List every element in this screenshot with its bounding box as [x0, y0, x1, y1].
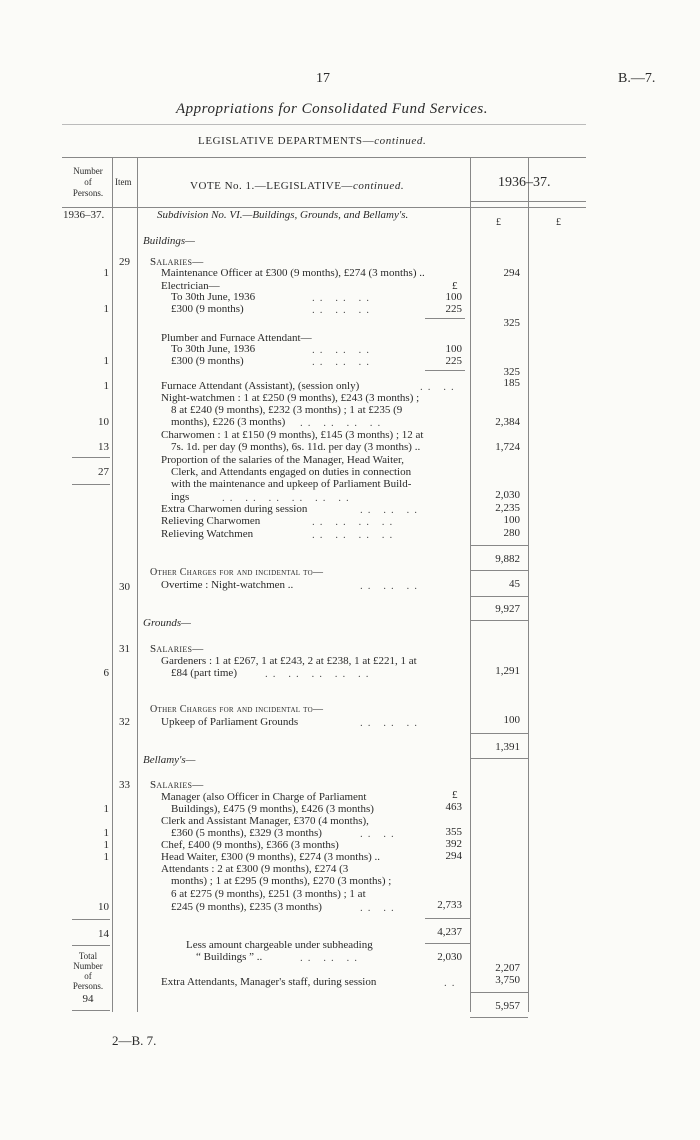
prop-text-2: Clerk, and Attendants engaged on duties in connection [171, 466, 412, 478]
page-reference: B.—7. [618, 71, 656, 86]
elec-pound: £ [452, 280, 458, 292]
item-33: 33 [119, 779, 130, 791]
plumb-persons: 1 [103, 355, 109, 367]
plumb-total: 325 [503, 366, 520, 378]
extra-char-text: Extra Charwomen during session [161, 503, 308, 515]
elec-line1-text: To 30th June, 1936 [171, 291, 256, 303]
col-rule-persons [112, 157, 113, 1012]
bellamys-total: 5,957 [495, 1000, 520, 1012]
night-persons: 10 [98, 416, 109, 428]
leader-dots: .. .. .. [312, 304, 374, 316]
gard-persons: 6 [103, 667, 109, 679]
year-heading: 1936–37. [498, 175, 551, 190]
col-rule-amount2 [528, 157, 529, 1012]
leader-dots: .. .. .. [360, 504, 422, 516]
bellamys-salaries: Salaries— [150, 779, 204, 791]
prop-amount: 2,030 [495, 489, 520, 501]
att-amount: 2,733 [437, 899, 462, 911]
persons-heading-2: of [84, 177, 92, 187]
reliev-char-text: Relieving Charwomen [161, 515, 261, 527]
bellamys-net: 2,207 [495, 962, 520, 974]
plumb-line2-amount: 225 [445, 355, 462, 367]
persons-subtotal-rule [72, 945, 110, 946]
total-rule [470, 1017, 528, 1018]
overtime-amount: 45 [509, 578, 520, 590]
leader-dots: .. .. .. .. [312, 516, 398, 528]
clerk-text-2: £360 (5 months), £329 (3 months) [171, 827, 322, 839]
buildings-grand-total: 9,927 [495, 603, 520, 615]
persons-heading-3: Persons. [72, 188, 104, 198]
leader-dots: .. .. [360, 902, 399, 914]
footer-signature: 2—B. 7. [112, 1033, 157, 1048]
persons-heading-1: Number [73, 166, 103, 176]
department-heading [198, 136, 426, 147]
waiter-amount: 294 [445, 850, 462, 862]
grounds-heading: Grounds— [143, 617, 191, 629]
grounds-salaries: Salaries— [150, 643, 204, 655]
leader-dots: .. .. [360, 828, 399, 840]
buildings-heading: Buildings— [143, 235, 195, 247]
less-text-2: “ Buildings ” .. [196, 951, 263, 963]
grounds-other-charges: Other Charges for and incidental to— [150, 704, 324, 715]
prop-text-4: ings [171, 491, 190, 503]
reliev-watch-text: Relieving Watchmen [161, 528, 254, 540]
subtotal-rule [425, 943, 470, 944]
bellamys-heading: Bellamy's— [143, 754, 196, 766]
pound-col1: £ [496, 217, 501, 228]
mgr-persons: 1 [103, 803, 109, 815]
furnace-amount: 185 [503, 377, 520, 389]
furnace-persons: 1 [103, 380, 109, 392]
year-left: 1936–37. [63, 209, 105, 221]
subtotal-rule [425, 918, 470, 919]
col-rule-item [137, 157, 138, 1012]
total-persons-label [64, 951, 112, 991]
elec-line2-text: £300 (9 months) [171, 303, 244, 315]
leader-dots: .. .. .. .. [300, 417, 386, 429]
bellamys-sum: 4,237 [437, 926, 462, 938]
elec-total: 325 [503, 317, 520, 329]
clerk-amount: 355 [445, 826, 462, 838]
gard-text-1: Gardeners : 1 at £267, 1 at £243, 2 at £238, 1 at £221, 1 at [161, 655, 417, 667]
waiter-persons: 1 [103, 851, 109, 863]
prop-text-1: Proportion of the salaries of the Manager, Head Waiter, [161, 454, 405, 466]
elec-persons: 1 [103, 303, 109, 315]
reliev-char-amount: 100 [503, 514, 520, 526]
item-32: 32 [119, 716, 130, 728]
buildings-salaries: Salaries— [150, 256, 204, 268]
leader-dots: .. .. .. [300, 952, 362, 964]
item-31: 31 [119, 643, 130, 655]
total-persons-label-4: Persons. [72, 981, 104, 991]
leader-dots: .. .. .. [360, 717, 422, 729]
less-amount: 2,030 [437, 951, 462, 963]
page-number: 17 [316, 71, 330, 86]
total-persons-label-1: Total [78, 951, 98, 961]
furnace-text: Furnace Attendant (Assistant), (session only) [161, 380, 360, 392]
persons-subtotal-rule [72, 919, 110, 920]
char-persons: 13 [98, 441, 109, 453]
total-persons-label-3: of [84, 971, 92, 981]
char-text-2: 7s. 1d. per day (9 months), 6s. 11d. per day (3 months) .. [171, 441, 421, 453]
total-persons-label-2: Number [73, 961, 103, 971]
leader-dots: .. .. [420, 381, 459, 393]
item-30: 30 [119, 581, 130, 593]
night-text-3: months), £226 (3 months) [171, 416, 286, 428]
mgr-text-1: Manager (also Officer in Charge of Parliament [161, 791, 367, 803]
leader-dots: .. .. .. .. [312, 529, 398, 541]
mgr-amount: 463 [445, 801, 462, 813]
persons-heading [64, 166, 112, 199]
vote-title-main: VOTE No. 1.—LEGISLATIVE— [190, 180, 353, 192]
total-rule [470, 758, 528, 759]
maint-amount: 294 [503, 267, 520, 279]
leader-dots: .. [444, 977, 460, 989]
total-rule [470, 596, 528, 597]
leader-dots: .. .. .. [312, 292, 374, 304]
upkeep-amount: 100 [503, 714, 520, 726]
page-title: Appropriations for Consolidated Fund Services. [176, 101, 489, 117]
subtotal-rule [425, 370, 465, 371]
leader-dots: .. .. .. [360, 580, 422, 592]
night-text-1: Night-watchmen : 1 at £250 (9 months), £243 (3 months) ; [161, 392, 420, 404]
leader-dots: .. .. .. [312, 356, 374, 368]
buildings-salaries-total: 9,882 [495, 553, 520, 565]
subtotal-rule [425, 318, 465, 319]
extra-att-text: Extra Attendants, Manager's staff, during session [161, 976, 377, 988]
night-text-2: 8 at £240 (9 months), £232 (3 months) ; 1 at £235 (9 [171, 404, 403, 416]
att-text-2: months) ; 1 at £295 (9 months), £270 (3 months) ; [171, 875, 392, 887]
clerk-persons: 1 [103, 827, 109, 839]
plumb-line1-text: To 30th June, 1936 [171, 343, 256, 355]
table-top-rule [62, 157, 586, 158]
elec-label: Electrician— [161, 280, 220, 292]
plumb-line1-amount: 100 [445, 343, 462, 355]
bellamys-pound: £ [452, 789, 458, 801]
plumb-label: Plumber and Furnace Attendant— [161, 332, 312, 344]
total-persons-value: 94 [82, 993, 94, 1005]
chef-persons: 1 [103, 839, 109, 851]
item-29: 29 [119, 256, 130, 268]
att-text-1: Attendants : 2 at £300 (9 months), £274 (3 [161, 863, 349, 875]
pound-col2: £ [556, 217, 561, 228]
maint-persons: 1 [103, 267, 109, 279]
grounds-total: 1,391 [495, 741, 520, 753]
total-rule [470, 992, 528, 993]
elec-line2-amount: 225 [445, 303, 462, 315]
year-underline [470, 201, 586, 202]
bellamys-subtotal-persons: 14 [98, 928, 109, 940]
waiter-text: Head Waiter, £300 (9 months), £274 (3 months) .. [161, 851, 381, 863]
item-heading: Item [115, 177, 132, 187]
att-text-4: £245 (9 months), £235 (3 months) [171, 901, 322, 913]
vote-title-cont: continued. [352, 180, 405, 192]
persons-subtotal-rule [72, 484, 110, 485]
extra-char-amount: 2,235 [495, 502, 520, 514]
header-bottom-rule [62, 207, 586, 208]
vote-title [190, 181, 404, 192]
leader-dots: .. .. .. [312, 344, 374, 356]
reliev-watch-amount: 280 [503, 527, 520, 539]
chef-amount: 392 [445, 838, 462, 850]
extra-att-amount: 3,750 [495, 974, 520, 986]
buildings-other-charges: Other Charges for and incidental to— [150, 567, 324, 578]
elec-line1-amount: 100 [445, 291, 462, 303]
total-rule [470, 545, 528, 546]
department-cont: continued. [374, 135, 427, 147]
char-amount: 1,724 [495, 441, 520, 453]
att-text-3: 6 at £275 (9 months), £251 (3 months) ; 1 at [171, 888, 366, 900]
gard-text-2: £84 (part time) [171, 667, 237, 679]
overtime-text: Overtime : Night-watchmen .. [161, 579, 294, 591]
subdivision-title: Subdivision No. VI.—Buildings, Grounds, and Bellamy's. [157, 209, 409, 221]
chef-text: Chef, £400 (9 months), £366 (3 months) [161, 839, 339, 851]
department-title: LEGISLATIVE DEPARTMENTS— [198, 135, 375, 147]
leader-dots: .. .. .. .. .. .. [222, 492, 354, 504]
leader-dots: .. .. .. .. .. [265, 668, 374, 680]
mgr-text-2: Buildings), £475 (9 months), £426 (3 months) [171, 803, 374, 815]
total-rule [470, 733, 528, 734]
total-rule [470, 620, 528, 621]
night-amount: 2,384 [495, 416, 520, 428]
gard-amount: 1,291 [495, 665, 520, 677]
prop-text-3: with the maintenance and upkeep of Parliament Build- [171, 478, 412, 490]
total-rule [470, 570, 528, 571]
maint-text: Maintenance Officer at £300 (9 months), £274 (3 months) .. [161, 267, 425, 279]
persons-total-rule [72, 1010, 110, 1011]
plumb-line2-text: £300 (9 months) [171, 355, 244, 367]
persons-subtotal-rule [72, 457, 110, 458]
less-text-1: Less amount chargeable under subheading [186, 939, 373, 951]
header-rule [62, 124, 586, 125]
clerk-text-1: Clerk and Assistant Manager, £370 (4 months), [161, 815, 369, 827]
buildings-subtotal-persons: 27 [98, 466, 109, 478]
att-persons: 10 [98, 901, 109, 913]
upkeep-text: Upkeep of Parliament Grounds [161, 716, 299, 728]
char-text-1: Charwomen : 1 at £150 (9 months), £145 (3 months) ; 12 at [161, 429, 424, 441]
